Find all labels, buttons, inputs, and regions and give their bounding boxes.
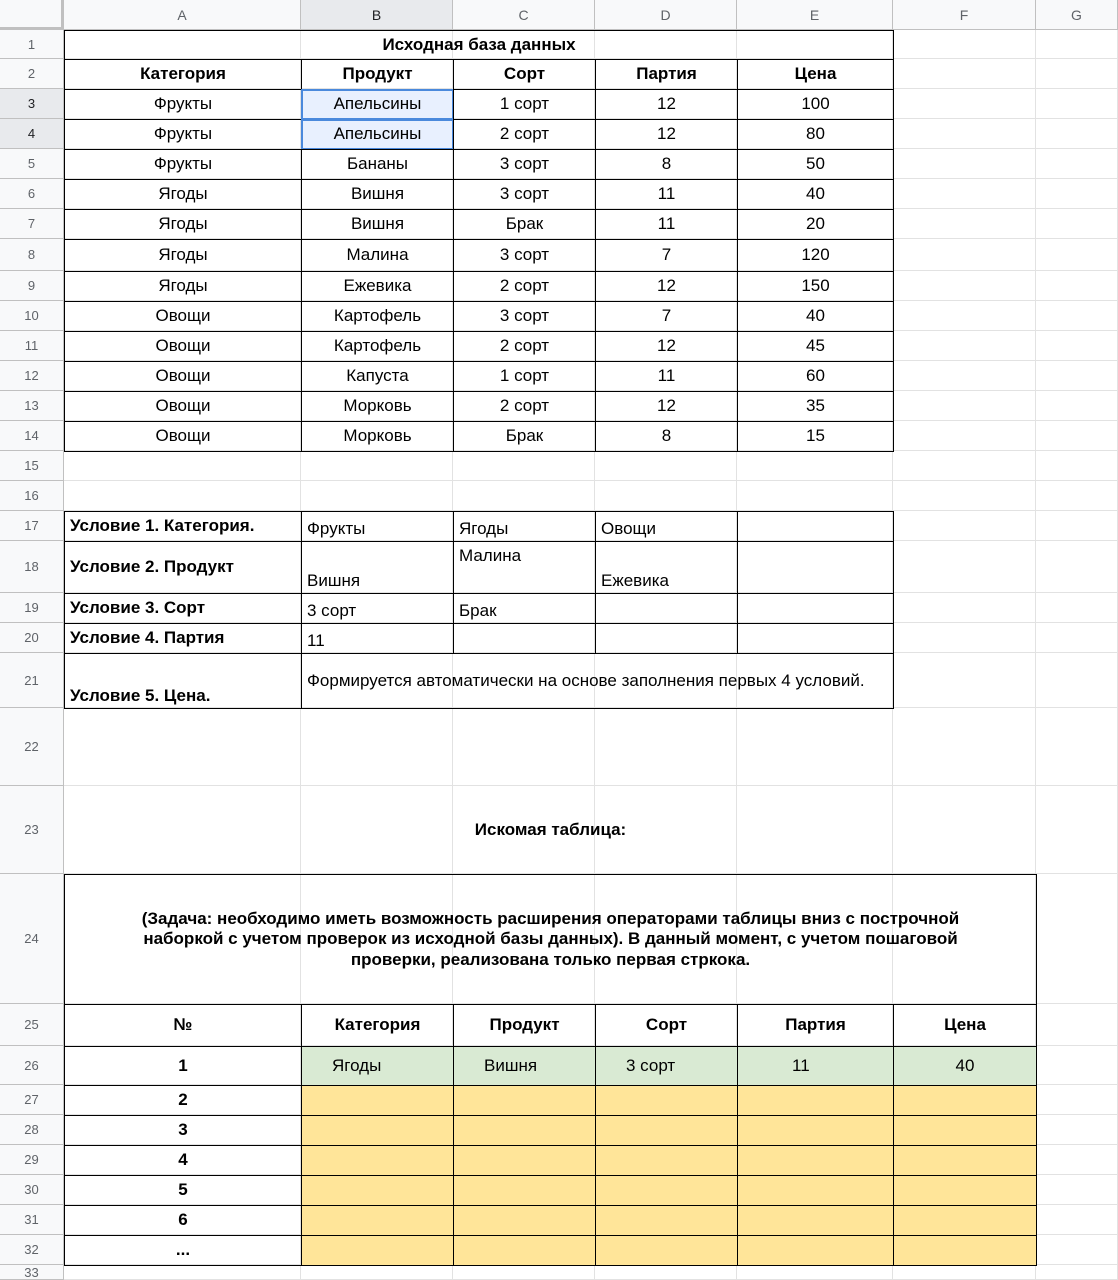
condition-1-value[interactable] <box>737 511 894 542</box>
db-cell[interactable]: Картофель <box>301 331 454 362</box>
column-header-e[interactable]: E <box>737 0 893 30</box>
row-header-13[interactable]: 13 <box>0 391 64 421</box>
condition-2-value[interactable] <box>737 541 894 594</box>
result-row-number[interactable]: 5 <box>64 1175 302 1206</box>
row-header-9[interactable]: 9 <box>0 271 64 301</box>
db-cell[interactable]: Ягоды <box>64 209 302 240</box>
result-cell-empty[interactable] <box>737 1235 894 1266</box>
result-cell-empty[interactable] <box>893 1145 1037 1176</box>
db-cell[interactable]: 11 <box>595 361 738 392</box>
row-header-14[interactable]: 14 <box>0 421 64 451</box>
result-cell-empty[interactable] <box>737 1115 894 1146</box>
result-title[interactable]: Искомая таблица: <box>474 820 627 840</box>
db-cell[interactable]: Овощи <box>64 301 302 332</box>
row-header-22[interactable]: 22 <box>0 708 64 786</box>
condition-1-label[interactable]: Условие 1. Категория. <box>64 511 302 542</box>
row-header-3[interactable]: 3 <box>0 89 64 119</box>
db-cell-selected[interactable]: Апельсины <box>301 89 454 120</box>
result-cell-empty[interactable] <box>893 1205 1037 1236</box>
row-header-12[interactable]: 12 <box>0 361 64 391</box>
db-cell[interactable]: 12 <box>595 119 738 150</box>
db-cell[interactable]: 60 <box>737 361 894 392</box>
condition-2-value[interactable]: Вишня <box>301 541 454 594</box>
db-cell[interactable]: 12 <box>595 89 738 120</box>
row-header-30[interactable]: 30 <box>0 1175 64 1205</box>
result-cell-empty[interactable] <box>453 1235 596 1266</box>
db-cell[interactable]: Брак <box>453 421 596 452</box>
result-header-cell[interactable]: Партия <box>737 1004 894 1047</box>
db-cell[interactable]: Капуста <box>301 361 454 392</box>
db-cell[interactable]: 12 <box>595 271 738 302</box>
column-header-c[interactable]: C <box>453 0 595 30</box>
db-header-cell[interactable]: Цена <box>737 59 894 90</box>
db-header-cell[interactable]: Продукт <box>301 59 454 90</box>
result-header-cell[interactable]: Цена <box>893 1004 1037 1047</box>
result-header-cell[interactable]: Категория <box>301 1004 454 1047</box>
row-header-17[interactable]: 17 <box>0 511 64 541</box>
condition-3-value[interactable] <box>595 593 738 624</box>
condition-1-value[interactable]: Фрукты <box>301 511 454 542</box>
result-cell-empty[interactable] <box>301 1175 454 1206</box>
result-cell-empty[interactable] <box>595 1085 738 1116</box>
row-header-5[interactable]: 5 <box>0 149 64 179</box>
result-cell-filled[interactable]: Вишня <box>453 1046 596 1086</box>
result-cell-filled[interactable]: 40 <box>893 1046 1037 1086</box>
result-cell-empty[interactable] <box>893 1085 1037 1116</box>
condition-1-value[interactable]: Ягоды <box>453 511 596 542</box>
row-header-11[interactable]: 11 <box>0 331 64 361</box>
select-all-corner[interactable] <box>0 0 64 30</box>
result-cell-empty[interactable] <box>453 1145 596 1176</box>
row-header-33[interactable]: 33 <box>0 1265 64 1280</box>
result-cell-empty[interactable] <box>595 1235 738 1266</box>
db-cell[interactable]: 2 сорт <box>453 391 596 422</box>
row-header-8[interactable]: 8 <box>0 239 64 271</box>
db-title[interactable]: Исходная база данных <box>64 30 894 60</box>
db-cell[interactable]: 20 <box>737 209 894 240</box>
db-cell[interactable]: 8 <box>595 149 738 180</box>
result-cell-empty[interactable] <box>595 1115 738 1146</box>
db-cell[interactable]: 1 сорт <box>453 89 596 120</box>
db-cell[interactable]: 11 <box>595 209 738 240</box>
row-header-29[interactable]: 29 <box>0 1145 64 1175</box>
result-cell-empty[interactable] <box>301 1235 454 1266</box>
row-header-7[interactable]: 7 <box>0 209 64 239</box>
condition-3-value[interactable]: Брак <box>453 593 596 624</box>
result-cell-filled[interactable]: Ягоды <box>301 1046 454 1086</box>
db-cell[interactable]: Бананы <box>301 149 454 180</box>
result-row-number[interactable]: 4 <box>64 1145 302 1176</box>
result-row-number[interactable]: ... <box>64 1235 302 1266</box>
db-cell[interactable]: 3 сорт <box>453 239 596 272</box>
db-cell[interactable]: 1 сорт <box>453 361 596 392</box>
gridline <box>64 480 1118 481</box>
db-cell[interactable]: Ягоды <box>64 271 302 302</box>
row-header-21[interactable]: 21 <box>0 653 64 708</box>
db-cell[interactable]: 40 <box>737 179 894 210</box>
condition-3-value[interactable] <box>737 593 894 624</box>
row-header-4[interactable]: 4 <box>0 119 64 149</box>
result-cell-empty[interactable] <box>595 1175 738 1206</box>
db-cell[interactable]: 40 <box>737 301 894 332</box>
db-cell[interactable]: Овощи <box>64 331 302 362</box>
db-cell[interactable]: Овощи <box>64 391 302 422</box>
db-cell[interactable]: Малина <box>301 239 454 272</box>
result-cell-empty[interactable] <box>301 1115 454 1146</box>
row-header-16[interactable]: 16 <box>0 481 64 511</box>
db-cell[interactable]: 150 <box>737 271 894 302</box>
row-header-25[interactable]: 25 <box>0 1004 64 1046</box>
row-header-32[interactable]: 32 <box>0 1235 64 1265</box>
db-cell[interactable]: 80 <box>737 119 894 150</box>
row-header-28[interactable]: 28 <box>0 1115 64 1145</box>
result-cell-empty[interactable] <box>453 1115 596 1146</box>
db-cell[interactable]: 12 <box>595 331 738 362</box>
result-task-description[interactable]: (Задача: необходимо иметь возможность расширения операторами таблицы вниз с построчной наборкой с учетом проверок из исходной базы данных). В данный момент, с учетом пошаговой проверки, реализована только первая стркока. <box>64 874 1037 1005</box>
result-cell-empty[interactable] <box>453 1205 596 1236</box>
result-cell-empty[interactable] <box>595 1205 738 1236</box>
db-cell[interactable]: Морковь <box>301 391 454 422</box>
row-header-18[interactable]: 18 <box>0 541 64 593</box>
db-cell[interactable]: Фрукты <box>64 89 302 120</box>
result-cell-filled[interactable]: 3 сорт <box>595 1046 738 1086</box>
db-cell[interactable]: 100 <box>737 89 894 120</box>
db-cell[interactable]: 2 сорт <box>453 271 596 302</box>
db-cell[interactable]: Брак <box>453 209 596 240</box>
db-cell[interactable]: 2 сорт <box>453 119 596 150</box>
condition-1-value[interactable]: Овощи <box>595 511 738 542</box>
db-cell[interactable]: Картофель <box>301 301 454 332</box>
column-header-a[interactable]: A <box>64 0 301 30</box>
db-cell[interactable]: 12 <box>595 391 738 422</box>
result-cell-empty[interactable] <box>893 1175 1037 1206</box>
condition-2-value[interactable]: Ежевика <box>595 541 738 594</box>
result-cell-empty[interactable] <box>737 1145 894 1176</box>
db-cell[interactable]: Ягоды <box>64 179 302 210</box>
row-header-2[interactable]: 2 <box>0 59 64 89</box>
db-cell[interactable]: 120 <box>737 239 894 272</box>
condition-4-value[interactable] <box>595 623 738 654</box>
db-cell[interactable]: 3 сорт <box>453 149 596 180</box>
row-header-24[interactable]: 24 <box>0 874 64 1004</box>
result-cell-empty[interactable] <box>737 1085 894 1116</box>
db-header-cell[interactable]: Сорт <box>453 59 596 90</box>
row-header-19[interactable]: 19 <box>0 593 64 623</box>
db-cell[interactable]: Овощи <box>64 361 302 392</box>
condition-4-value[interactable]: 11 <box>301 623 454 654</box>
row-header-20[interactable]: 20 <box>0 623 64 653</box>
column-header-d[interactable]: D <box>595 0 737 30</box>
db-cell[interactable]: 7 <box>595 301 738 332</box>
db-header-cell[interactable]: Партия <box>595 59 738 90</box>
result-header-cell[interactable]: № <box>64 1004 302 1047</box>
result-row-number[interactable]: 6 <box>64 1205 302 1236</box>
db-cell[interactable]: Вишня <box>301 209 454 240</box>
result-cell-empty[interactable] <box>737 1175 894 1206</box>
condition-4-value[interactable] <box>737 623 894 654</box>
result-cell-empty[interactable] <box>737 1205 894 1236</box>
result-cell-filled[interactable]: 11 <box>737 1046 894 1086</box>
condition-5-text[interactable]: Формируется автоматически на основе заполнения первых 4 условий. <box>301 653 894 709</box>
db-cell[interactable]: Ежевика <box>301 271 454 302</box>
db-cell[interactable]: 15 <box>737 421 894 452</box>
result-header-cell[interactable]: Продукт <box>453 1004 596 1047</box>
db-cell[interactable]: Вишня <box>301 179 454 210</box>
condition-5-label[interactable]: Условие 5. Цена. <box>64 653 302 709</box>
db-cell[interactable]: 2 сорт <box>453 331 596 362</box>
column-header-f[interactable]: F <box>893 0 1036 30</box>
condition-3-value[interactable]: 3 сорт <box>301 593 454 624</box>
condition-3-label[interactable]: Условие 3. Сорт <box>64 593 302 624</box>
db-cell[interactable]: 3 сорт <box>453 301 596 332</box>
result-cell-empty[interactable] <box>893 1235 1037 1266</box>
result-row-number[interactable]: 3 <box>64 1115 302 1146</box>
row-header-23[interactable]: 23 <box>0 786 64 874</box>
result-cell-empty[interactable] <box>301 1145 454 1176</box>
condition-2-value[interactable]: Малина <box>453 541 596 594</box>
result-cell-empty[interactable] <box>453 1175 596 1206</box>
db-cell[interactable]: Овощи <box>64 421 302 452</box>
row-header-15[interactable]: 15 <box>0 451 64 481</box>
result-cell-empty[interactable] <box>595 1145 738 1176</box>
db-header-cell[interactable]: Категория <box>64 59 302 90</box>
row-header-31[interactable]: 31 <box>0 1205 64 1235</box>
db-cell[interactable]: Морковь <box>301 421 454 452</box>
condition-4-value[interactable] <box>453 623 596 654</box>
result-cell-empty[interactable] <box>301 1085 454 1116</box>
result-cell-empty[interactable] <box>301 1205 454 1236</box>
db-cell[interactable]: 3 сорт <box>453 179 596 210</box>
db-cell[interactable]: 50 <box>737 149 894 180</box>
db-cell[interactable]: Фрукты <box>64 149 302 180</box>
db-cell[interactable]: Фрукты <box>64 119 302 150</box>
row-header-1[interactable]: 1 <box>0 30 64 59</box>
db-cell[interactable]: 45 <box>737 331 894 362</box>
condition-4-label[interactable]: Условие 4. Партия <box>64 623 302 654</box>
column-header-g[interactable]: G <box>1036 0 1118 30</box>
row-header-26[interactable]: 26 <box>0 1046 64 1085</box>
row-header-10[interactable]: 10 <box>0 301 64 331</box>
condition-2-label[interactable]: Условие 2. Продукт <box>64 541 302 594</box>
db-cell[interactable]: 8 <box>595 421 738 452</box>
db-cell-selected[interactable]: Апельсины <box>301 119 454 150</box>
result-cell-empty[interactable] <box>893 1115 1037 1146</box>
row-header-6[interactable]: 6 <box>0 179 64 209</box>
result-header-cell[interactable]: Сорт <box>595 1004 738 1047</box>
db-cell[interactable]: 7 <box>595 239 738 272</box>
db-cell[interactable]: Ягоды <box>64 239 302 272</box>
column-header-b[interactable]: B <box>301 0 453 30</box>
result-row-number[interactable]: 2 <box>64 1085 302 1116</box>
db-cell[interactable]: 11 <box>595 179 738 210</box>
row-header-27[interactable]: 27 <box>0 1085 64 1115</box>
result-cell-empty[interactable] <box>453 1085 596 1116</box>
result-row-number[interactable]: 1 <box>64 1046 302 1086</box>
db-cell[interactable]: 35 <box>737 391 894 422</box>
